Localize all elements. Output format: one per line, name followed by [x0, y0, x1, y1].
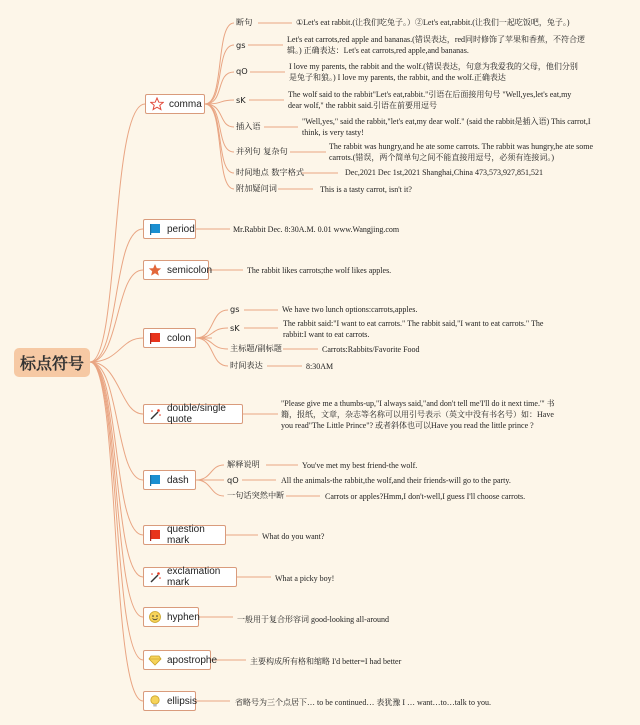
period-text: Mr.Rabbit Dec. 8:30A.M. 0.01 www.Wangjing.com — [233, 225, 400, 234]
comma-label-6: 并列句 复杂句 — [236, 146, 288, 156]
branch-period[interactable] — [143, 219, 196, 239]
branch-title: apostrophe — [167, 654, 218, 666]
branch-hyphen[interactable] — [143, 607, 199, 627]
branch-title: double/single quote — [167, 403, 226, 425]
colon-text-2: The rabbit said:"I want to eat carrots." The rabbit said,"I want to eat carrots." The rabbit:I want to eat carrots. — [283, 319, 544, 339]
colon-text-1: We have two lunch options:carrots,apples. — [282, 305, 418, 314]
ellipsis-text: 省略号为三个点居下… to be continued… 表犹豫 I … want…to…talk to you. — [235, 698, 491, 707]
branch-comma[interactable] — [145, 94, 205, 114]
comma-label-3: qO — [236, 66, 248, 76]
comma-text-1: ①Let's eat rabbit.(让我们吃兔子。）②Let's eat,rabbit.(让我们一起吃饭吧，兔子。) — [296, 18, 570, 27]
branch-title: exclamation mark — [167, 566, 221, 588]
comma-label-8: 附加疑问词 — [236, 183, 277, 193]
red-flag-icon — [148, 528, 162, 542]
dash-label-3: 一句话突然中断 — [227, 490, 285, 500]
bulb-icon — [148, 694, 162, 708]
dash-text-3: Carrots or apples?Hmm,I don't-well,I guess I'll choose carrots. — [325, 492, 526, 501]
branch-ellipsis[interactable] — [143, 691, 196, 711]
dash-label-2: qO — [227, 475, 239, 485]
comma-label-5: 插入语 — [236, 121, 261, 131]
comma-label-4: sK — [236, 95, 246, 105]
colon-label-1: gs — [230, 304, 240, 314]
branch-apostrophe[interactable] — [143, 650, 218, 670]
branch-title: semicolon — [167, 264, 213, 276]
exclamation-text: What a picky boy! — [275, 574, 335, 583]
apostrophe-text: 主要构成所有格和缩略 I'd better=I had better — [250, 657, 402, 666]
branch-semicolon[interactable] — [143, 260, 213, 280]
branch-quote[interactable] — [143, 404, 243, 424]
colon-label-4: 时间表达 — [230, 360, 263, 370]
gem-icon — [148, 653, 162, 667]
dash-text-1: You've met my best friend-the wolf. — [302, 461, 418, 470]
red-flag-icon — [148, 331, 162, 345]
comma-text-4: The wolf said to the rabbit"Let's eat,rabbit."引语在后面接用句号 "Well,yes,let's eat,my dear wolf," the rabbit said.引语在前要用逗号 — [288, 90, 572, 110]
star-outline-icon — [150, 97, 164, 111]
colon-label-2: sK — [230, 323, 240, 333]
flag-icon — [148, 473, 162, 487]
branch-dash[interactable] — [143, 470, 196, 490]
comma-text-5: "Well,yes," said the rabbit,"let's eat,my dear wolf." (said the rabbit是插入语) This carrot,I think, is very tasty! — [302, 117, 591, 137]
star-filled-icon — [148, 263, 162, 277]
dash-label-1: 解释说明 — [227, 459, 260, 469]
branch-question-mark[interactable] — [143, 525, 226, 545]
branch-title: comma — [169, 98, 202, 110]
magic-wand-icon — [148, 570, 162, 584]
flag-icon — [148, 222, 162, 236]
semicolon-text: The rabbit likes carrots;the wolf likes apples. — [247, 266, 392, 275]
colon-text-4: 8:30AM — [306, 362, 334, 371]
quote-text: "Please give me a thumbs-up,"I always said,"and don't tell me'I'll do it next time.'" 书籍，报纸，文章，杂志等名称可以用引号表示（英文中没有书名号）如：Have you read"The Little Prince"? 或者斜体也可以Have you read the little prince ? — [281, 399, 555, 430]
colon-text-3: Carrots:Rabbits/Favorite Food — [322, 345, 420, 354]
comma-label-2: gs — [236, 40, 246, 50]
comma-text-3: I love my parents, the rabbit and the wolf.(错误表达，句意为我爱我的父母，他们分别是兔子和狼。) I love my parents, the rabbit, and the wolf.正确表达 — [289, 62, 578, 82]
branch-title: colon — [167, 332, 191, 344]
branch-title: question mark — [167, 524, 205, 546]
comma-label-1: 断句 — [236, 17, 253, 27]
dash-text-2: All the animals-the rabbit,the wolf,and their friends-will go to the party. — [281, 476, 511, 485]
branch-colon[interactable] — [143, 328, 196, 348]
question-text: What do you want? — [262, 532, 325, 541]
magic-wand-icon — [148, 407, 162, 421]
comma-text-7: Dec,2021 Dec 1st,2021 Shanghai,China 473,573,927,851,521 — [345, 168, 543, 177]
branch-title: dash — [167, 474, 189, 486]
root-topic[interactable]: 标点符号 — [14, 348, 90, 377]
comma-text-6: The rabbit was hungry,and he ate some carrots. The rabbit was hungry,he ate some carrots.(错误，两个简单句之间不能直接用逗号，必须有连接词。) — [329, 142, 594, 162]
comma-text-8: This is a tasty carrot, isn't it? — [320, 185, 412, 194]
comma-label-7: 时间地点 数字格式 — [236, 167, 305, 177]
colon-label-3: 主标题/副标题 — [230, 343, 282, 353]
branch-title: hyphen — [167, 611, 200, 623]
branch-title: period — [167, 223, 195, 235]
smile-icon — [148, 610, 162, 624]
branch-title: ellipsis — [167, 695, 198, 707]
branch-exclamation-mark[interactable] — [143, 567, 237, 587]
hyphen-text: 一般用于复合形容词 good-looking all-around — [237, 615, 389, 624]
comma-text-2: Let's eat carrots,red apple and bananas.(错误表达，red同时修饰了苹果和香蕉，不符合逻辑。) 正确表达：Let's eat carrots,red apple,and bananas. — [287, 35, 586, 55]
